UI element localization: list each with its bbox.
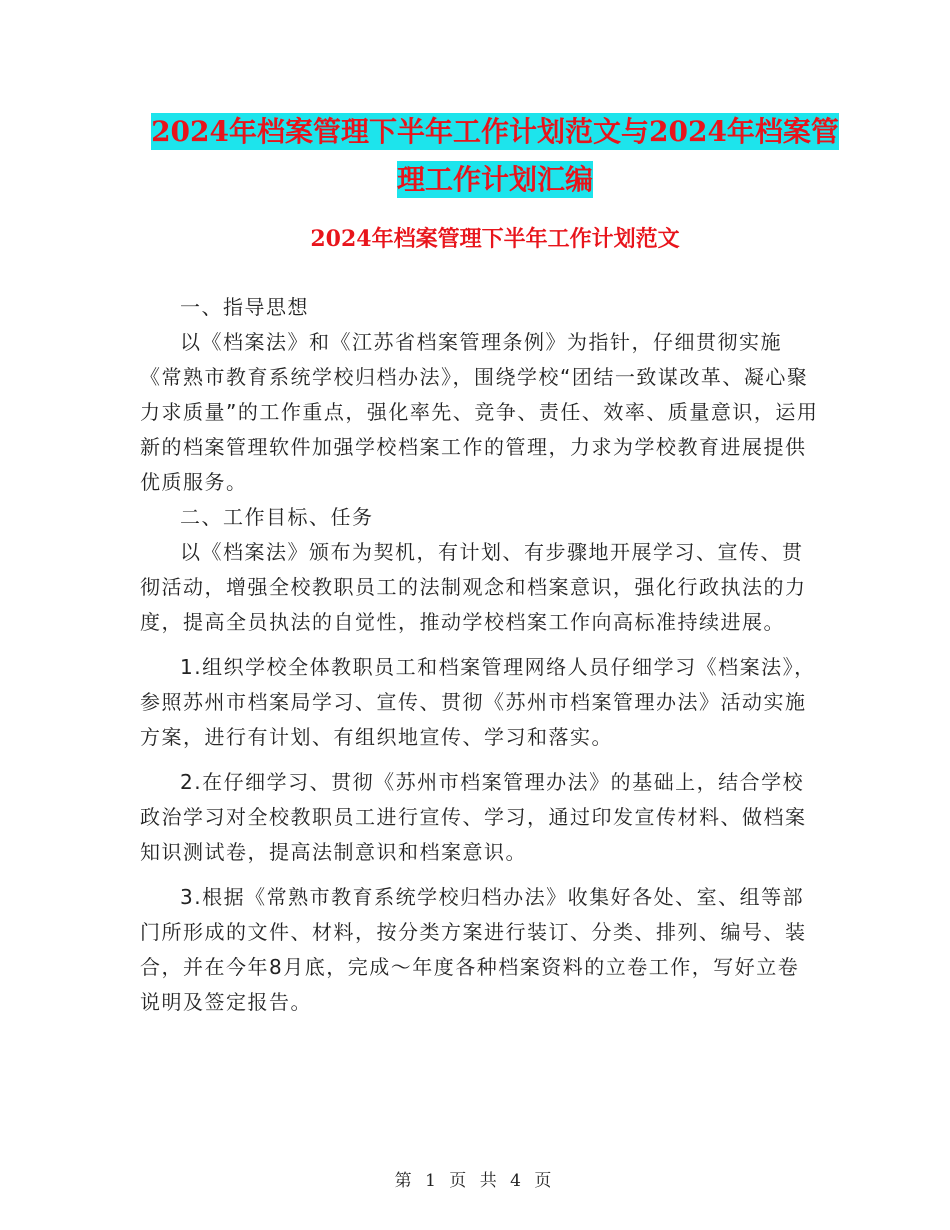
list-item-3: 3.根据《常熟市教育系统学校归档办法》收集好各处、室、组等部门所形成的文件、材料，按分类方案进行装订、分类、排列、编号、装合，并在今年8月底，完成～年度各种档案资料的立卷工作，写好立卷说明及签定报告。	[140, 885, 807, 1014]
paragraph-goals-tasks: 以《档案法》颁布为契机，有计划、有步骤地开展学习、宣传、贯彻活动，增强全校教职员工的法制观念和档案意识，强化行政执法的力度，提高全员执法的自觉性，推动学校档案工作向高标准持续进展。	[140, 540, 807, 634]
title-highlight: 2024年档案管理下半年工作计划范文与2024年档案管理工作计划汇编	[151, 115, 839, 196]
list-item-2: 2.在仔细学习、贯彻《苏州市档案管理办法》的基础上，结合学校政治学习对全校教职员工进行宣传、学习，通过印发宣传材料、做档案知识测试卷，提高法制意识和档案意识。	[140, 770, 807, 864]
paragraph-guiding-thought: 以《档案法》和《江苏省档案管理条例》为指针，仔细贯彻实施《常熟市教育系统学校归档办法》，围绕学校“团结一致谋改革、凝心聚力求质量”的工作重点，强化率先、竞争、责任、效率、质量意识，运用新的档案管理软件加强学校档案工作的管理，力求为学校教育进展提供优质服务。	[140, 330, 819, 494]
page-footer: 第 1 页 共 4 页	[394, 1171, 556, 1191]
document-title	[140, 108, 850, 204]
document-body	[140, 290, 820, 1020]
heading-guiding-thought: 一、指导思想	[180, 295, 309, 319]
heading-goals-tasks: 二、工作目标、任务	[180, 505, 374, 529]
section-title: 2024年档案管理下半年工作计划范文	[310, 226, 680, 252]
list-item-1: 1.组织学校全体教职员工和档案管理网络人员仔细学习《档案法》，参照苏州市档案局学习、宣传、贯彻《苏州市档案管理办法》活动实施方案，进行有计划、有组织地宣传、学习和落实。	[140, 655, 816, 749]
